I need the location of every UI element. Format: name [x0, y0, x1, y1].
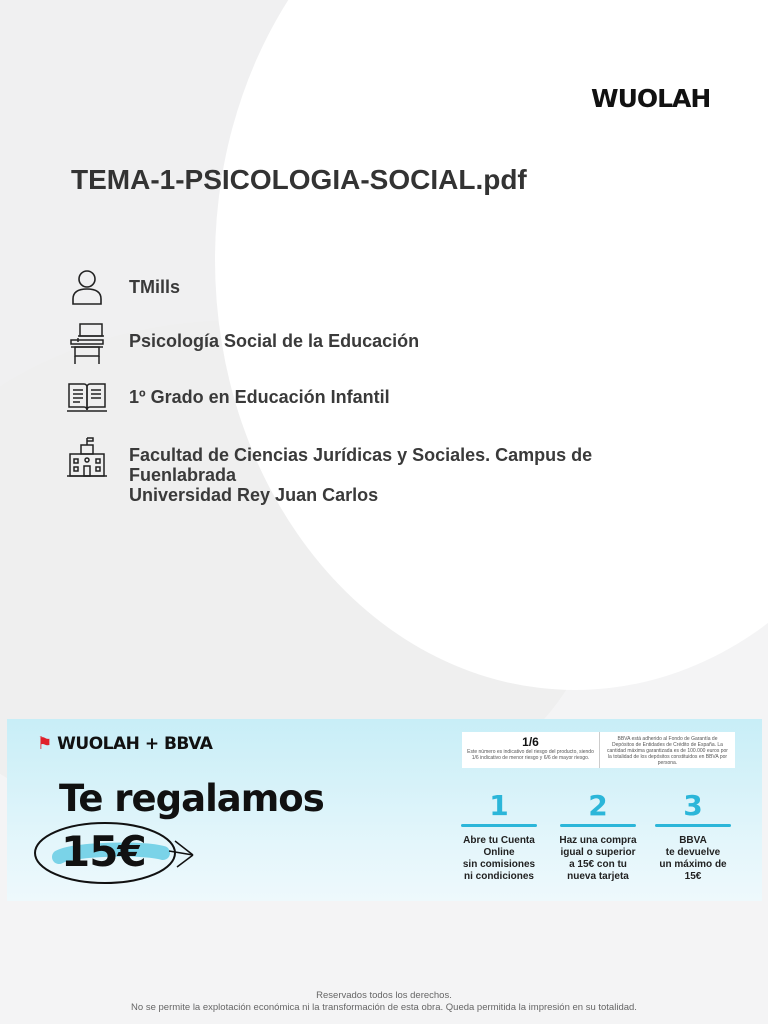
risk-info-box	[462, 732, 735, 768]
document-title: TEMA-1-PSICOLOGIA-SOCIAL.pdf	[71, 164, 527, 195]
degree-name: 1º Grado en Educación Infantil	[129, 387, 390, 407]
risk-text: Este número es indicativo del riesgo del producto, siendo 1/6 indicativo de menor riesgo y 6/6 de mayor riesgo.	[467, 749, 594, 761]
promo-step-1: 1 Abre tu Cuenta Online sin comisiones ni condiciones	[462, 789, 536, 882]
promo-step-2: 2 Haz una compra igual o superior a 15€ con tu nueva tarjeta	[559, 789, 637, 882]
wuolah-logo[interactable]: WUOLAH	[591, 84, 711, 113]
open-book-icon	[64, 378, 110, 418]
author-row	[64, 268, 180, 308]
red-flag-icon: ⚑	[37, 734, 52, 754]
faculty-name-cont: Fuenlabrada	[129, 465, 237, 485]
classroom-desk-icon	[64, 322, 110, 362]
university-name: Universidad Rey Juan Carlos	[129, 485, 379, 505]
footer-line: Reservados todos los derechos.	[316, 990, 452, 1001]
promo-step-3: 3 BBVA te devuelve un máximo de 15€	[647, 791, 739, 883]
author-name: TMills	[129, 277, 181, 297]
university-building-icon	[64, 436, 110, 476]
bbva-promo-banner[interactable]	[7, 719, 762, 901]
degree-row	[64, 378, 390, 418]
faculty-name: Facultad de Ciencias Jurídicas y Sociales. Campus de	[129, 445, 593, 465]
risk-number: 1/6	[522, 735, 539, 749]
subject-name: Psicología Social de la Educación	[129, 331, 420, 351]
copyright-footer	[0, 990, 768, 1014]
guarantee-text: BBVA está adherido al Fondo de Garantía de Depósitos de Entidades de Crédito de España. La cantidad máxima garantizada es de 100.000 euros por la totalidad de los depósitos constituidos en BBVA por persona.	[607, 736, 728, 766]
subject-row	[64, 322, 419, 362]
faculty-row	[64, 436, 592, 505]
footer-line: No se permite la explotación económica ni la transformación de esta obra. Queda permitida la impresión en su totalidad.	[131, 1002, 637, 1013]
promo-headline: Te regalamos	[59, 777, 324, 820]
wuolah-bbva-logo: ⚑ WUOLAH + BBVA	[37, 734, 213, 754]
promo-amount: 15€	[61, 827, 146, 876]
user-icon	[64, 268, 110, 308]
